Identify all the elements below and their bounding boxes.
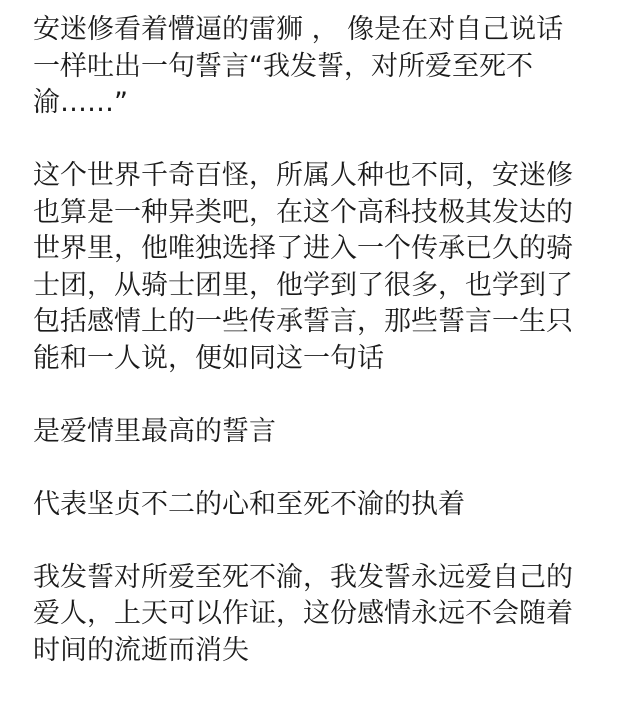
paragraph-oath-text [33,560,623,670]
text-line: 也算是一种异类吧，在这个高科技极其发达的 [33,196,573,228]
text-line: 渝……” [33,87,128,118]
text-line: 代表坚贞不二的心和至死不渝的执着 [33,488,465,520]
text-line: 时间的流逝而消失 [33,634,249,666]
paragraph-world-background [33,158,623,377]
paragraph-oath-intro [33,12,623,122]
text-line: 爱人，上天可以作证，这份感情永远不会随着 [33,598,573,629]
text-line: 安迷修看着懵逼的雷狮 ， 像是在对自己说话 [33,14,564,45]
text-line: 能和一人说，便如同这一句话 [33,342,384,374]
paragraph-highest-oath [33,414,623,451]
article-body [33,12,623,706]
text-line: 我发誓对所爱至死不渝，我发誓永远爱自己的 [33,561,573,593]
text-line: 世界里，他唯独选择了进入一个传承已久的骑 [33,233,573,264]
text-line: 包括感情上的一些传承誓言，那些誓言一生只 [33,306,573,337]
text-line: 是爱情里最高的誓言 [33,415,276,447]
text-line: 士团，从骑士团里，他学到了很多，也学到了 [33,269,573,301]
text-line: 一样吐出一句誓言“我发誓，对所爱至死不 [33,50,533,82]
text-line: 这个世界千奇百怪，所属人种也不同，安迷修 [33,160,573,191]
paragraph-loyal-heart [33,487,623,524]
